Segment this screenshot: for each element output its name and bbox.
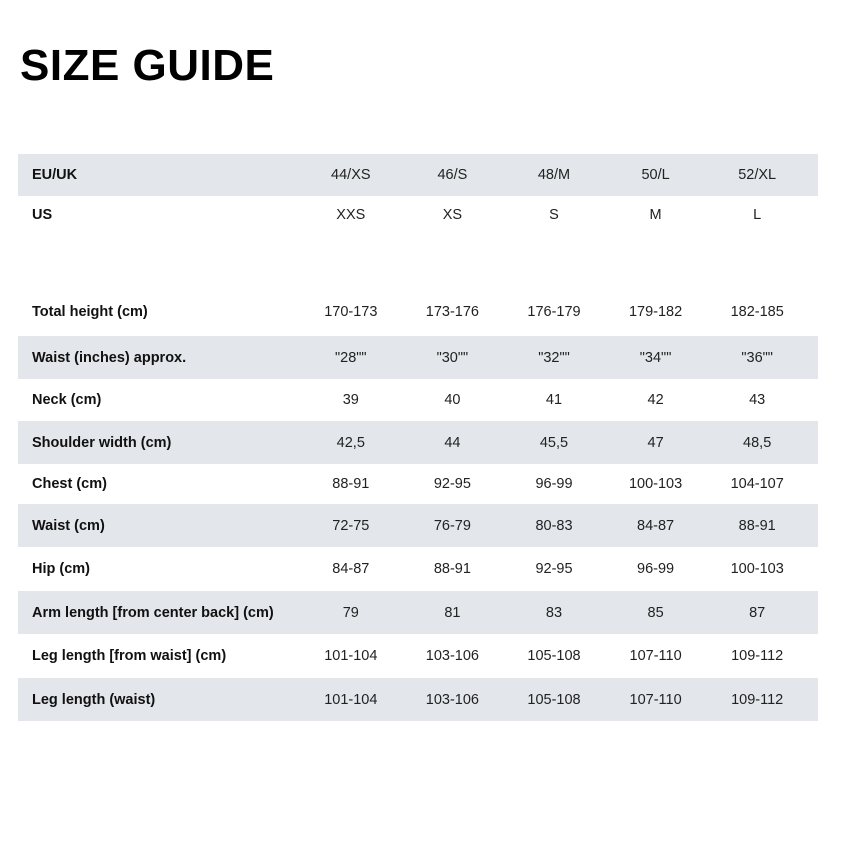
table-cell: 72-75 — [332, 517, 370, 534]
table-cell: 85 — [647, 604, 664, 621]
table-cell: 44 — [444, 434, 461, 451]
table-cell: 182-185 — [730, 304, 784, 320]
table-row — [18, 547, 818, 591]
table-cell: 92-95 — [433, 476, 471, 492]
table-cell: "34"" — [639, 349, 672, 366]
row-label: Shoulder width (cm) — [32, 434, 172, 451]
table-cell: 88-91 — [433, 561, 471, 577]
table-row — [18, 336, 818, 379]
page-title: SIZE GUIDE — [20, 41, 275, 90]
table-cell: 96-99 — [637, 561, 675, 577]
table-cell: 81 — [444, 604, 461, 621]
table-cell: 39 — [342, 392, 359, 408]
table-cell: 42,5 — [336, 434, 365, 451]
header-row-eu-uk — [18, 154, 818, 196]
table-cell: 176-179 — [527, 304, 581, 320]
table-cell: S — [549, 207, 559, 223]
table-cell: 173-176 — [425, 304, 479, 320]
table-cell: "28"" — [335, 349, 367, 366]
row-label: Waist (cm) — [32, 517, 105, 534]
table-cell: 104-107 — [730, 476, 784, 492]
table-cell: 103-106 — [425, 648, 479, 664]
row-label: EU/UK — [32, 167, 78, 183]
table-cell: 105-108 — [527, 691, 581, 708]
table-row — [18, 421, 818, 464]
table-cell: 40 — [444, 392, 461, 408]
table-cell: 96-99 — [535, 476, 573, 492]
table-cell: 84-87 — [332, 561, 370, 577]
table-cell: "30"" — [436, 349, 469, 366]
table-cell: 109-112 — [731, 691, 784, 708]
row-label: Hip (cm) — [32, 561, 90, 577]
table-cell: XXS — [336, 207, 366, 223]
table-cell: 92-95 — [535, 561, 573, 577]
table-cell: 52/XL — [738, 167, 777, 183]
row-label: Arm length [from center back] (cm) — [32, 604, 274, 621]
table-cell: M — [649, 207, 662, 223]
table-cell: 87 — [749, 604, 766, 621]
table-cell: XS — [442, 207, 463, 223]
table-cell: 83 — [545, 604, 563, 621]
table-cell: 76-79 — [433, 517, 471, 534]
table-cell: 42 — [647, 392, 664, 408]
table-cell: 109-112 — [731, 648, 784, 664]
table-cell: 80-83 — [535, 517, 573, 534]
row-label: Leg length [from waist] (cm) — [32, 648, 227, 664]
table-cell: 43 — [749, 392, 766, 408]
row-label: Neck (cm) — [32, 392, 102, 408]
table-row — [18, 464, 818, 504]
table-cell: 100-103 — [730, 561, 784, 577]
table-cell: 45,5 — [539, 434, 569, 451]
table-row — [18, 504, 818, 547]
table-row — [18, 379, 818, 421]
table-cell: 48,5 — [743, 434, 772, 451]
table-cell: 44/XS — [331, 167, 371, 183]
table-cell: 50/L — [641, 167, 670, 183]
row-label: Total height (cm) — [32, 304, 148, 320]
row-label: Leg length (waist) — [32, 691, 156, 708]
table-row — [18, 634, 818, 678]
table-cell: 107-110 — [629, 691, 682, 708]
table-cell: 88-91 — [738, 517, 776, 534]
table-cell: 88-91 — [332, 476, 370, 492]
table-cell: 101-104 — [324, 648, 378, 664]
table-cell: 170-173 — [324, 304, 378, 320]
row-label: US — [32, 207, 53, 223]
table-cell: 179-182 — [628, 304, 683, 320]
table-cell: 41 — [545, 392, 563, 408]
table-row — [18, 591, 818, 634]
header-row-us — [18, 196, 818, 234]
table-cell: 47 — [647, 434, 664, 451]
table-row — [18, 678, 818, 721]
table-cell: 46/S — [437, 167, 468, 183]
table-cell: 48/M — [537, 167, 571, 183]
table-cell: 107-110 — [629, 648, 682, 664]
table-cell: 105-108 — [527, 648, 581, 664]
table-cell: "32"" — [538, 349, 570, 366]
table-cell: 84-87 — [637, 517, 675, 534]
table-row — [18, 292, 818, 332]
row-label: Chest (cm) — [32, 476, 107, 492]
row-label: Waist (inches) approx. — [32, 349, 187, 366]
table-cell: 101-104 — [324, 691, 378, 708]
table-cell: 103-106 — [425, 691, 479, 708]
table-cell: 79 — [342, 604, 359, 621]
table-cell: "36"" — [741, 349, 773, 366]
table-cell: 100-103 — [628, 476, 683, 492]
table-cell: L — [753, 207, 762, 223]
